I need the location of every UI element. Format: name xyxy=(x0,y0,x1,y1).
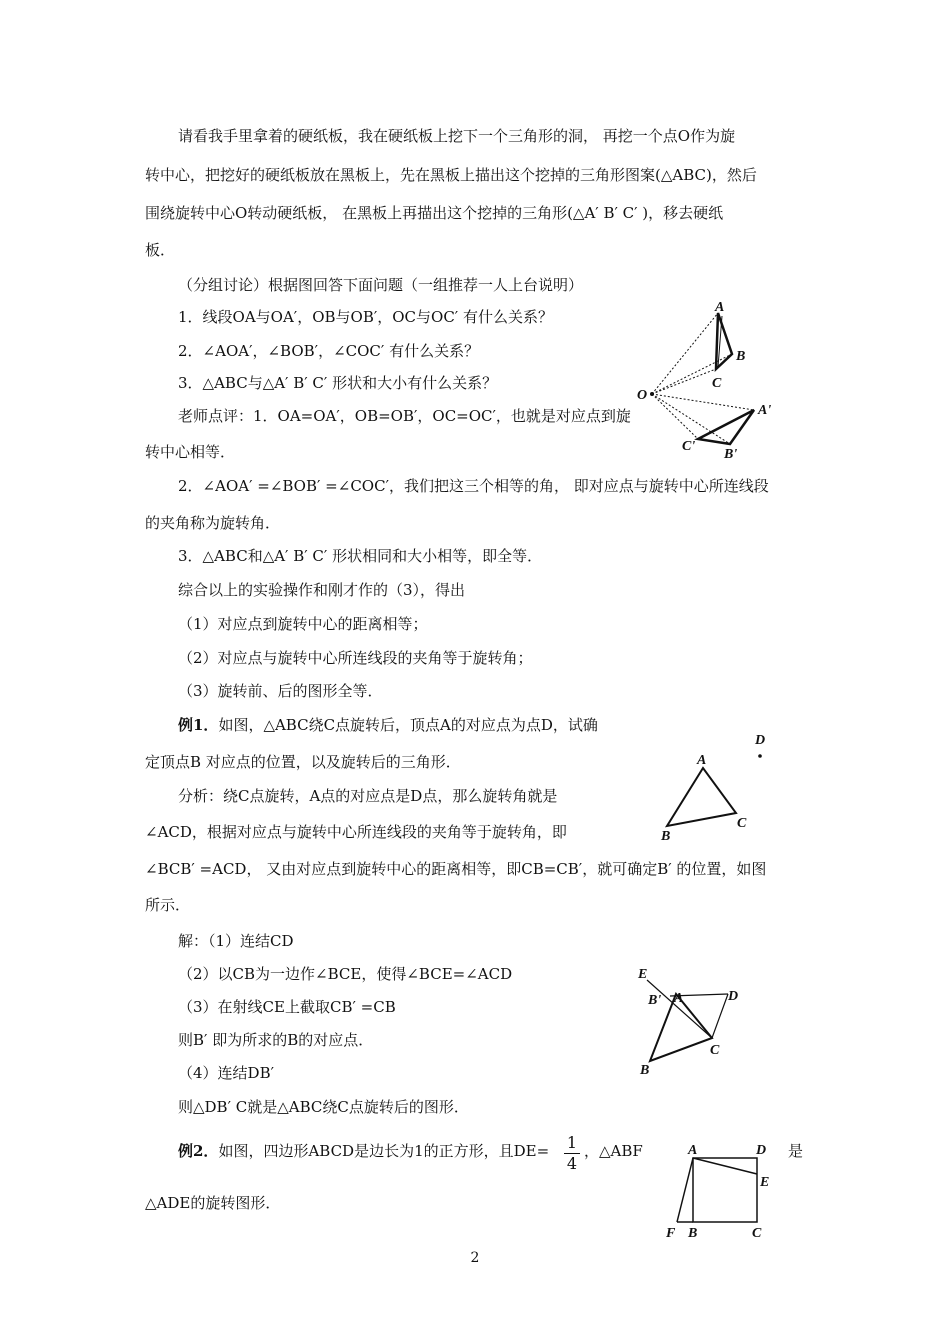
text-line: 请看我手里拿着的硬纸板，我在硬纸板上挖下一个三角形的洞， 再挖一个点O作为旋 xyxy=(178,127,736,145)
fraction-denominator: 4 xyxy=(566,1154,578,1173)
text-line: （2）以CB为一边作∠BCE，使得∠BCE=∠ACD xyxy=(178,965,513,983)
text-line: △ADE的旋转图形． xyxy=(145,1194,281,1212)
text-line: 围绕旋转中心O转动硬纸板， 在黑板上再描出这个挖掉的三角形(△A′ B′ C′ )，移去硬纸 xyxy=(145,204,724,222)
text-line: （3）旋转前、后的图形全等． xyxy=(178,682,383,700)
segment-cd xyxy=(712,994,728,1038)
segment-oc xyxy=(652,369,716,394)
point-d xyxy=(758,754,762,758)
segment-ob-prime xyxy=(652,394,730,444)
triangle-a1b1c1 xyxy=(698,410,754,444)
text-line: 3．△ABC和△A′ B′ C′ 形状相同和大小相等，即全等． xyxy=(178,547,543,565)
text-line: 综合以上的实验操作和刚才作的（3），得出 xyxy=(178,581,466,599)
text-line: ，△ABF xyxy=(584,1142,643,1160)
label: A' xyxy=(758,403,772,418)
label: O xyxy=(637,388,648,403)
text-line: 转中心相等． xyxy=(145,443,236,461)
text-line: （2）对应点与旋转中心所连线段的夹角等于旋转角； xyxy=(178,649,533,667)
label: C xyxy=(737,816,747,831)
square-abcd xyxy=(693,1158,757,1222)
rotation-figure-2 xyxy=(655,728,775,843)
text-line: （1）对应点到旋转中心的距离相等； xyxy=(178,615,428,633)
segment-af xyxy=(677,1158,693,1222)
ray-ce xyxy=(647,980,712,1038)
rotation-figure-3 xyxy=(632,962,762,1082)
label: A xyxy=(674,991,684,1006)
label: E xyxy=(760,1175,770,1190)
label: B' xyxy=(648,993,662,1008)
point-o xyxy=(650,392,654,396)
text-line: ∠BCB′ =ACD， 又由对应点到旋转中心的距离相等，即CB=CB′，就可确定B′ 的位置，如图 xyxy=(145,860,767,878)
text-line: 老师点评：1．OA=OA′，OB=OB′，OC=OC′，也就是对应点到旋 xyxy=(178,407,631,425)
text-line: 解：（1）连结CD xyxy=(178,932,294,950)
example2-line xyxy=(178,1141,549,1161)
example2-label: 例2． xyxy=(178,1142,219,1160)
text-line: 的夹角称为旋转角． xyxy=(145,514,281,532)
example1-label: 例1． xyxy=(178,716,219,734)
text-line: （分组讨论）根据图回答下面问题（一组推荐一人上台说明） xyxy=(178,276,584,294)
triangle-abc xyxy=(667,768,736,826)
segment-ae xyxy=(693,1158,757,1174)
text-line: 则△DB′ C就是△ABC绕C点旋转后的图形． xyxy=(178,1098,469,1116)
square-figure xyxy=(660,1138,780,1244)
text-line: 所示． xyxy=(145,896,191,914)
label: C xyxy=(752,1226,762,1241)
text-line: （3）在射线CE上截取CB′ =CB xyxy=(178,998,396,1016)
text-line: 1．线段OA与OA′，OB与OB′，OC与OC′ 有什么关系？ xyxy=(178,308,553,326)
text-line: 3．△ABC与△A′ B′ C′ 形状和大小有什么关系？ xyxy=(178,374,498,392)
label: E xyxy=(638,967,648,982)
label: C xyxy=(710,1043,720,1058)
text-line: 板． xyxy=(145,241,176,259)
label: A xyxy=(688,1143,698,1158)
text-line: 如图，△ABC绕C点旋转后，顶点A的对应点为点D，试确 xyxy=(218,716,598,734)
label: D xyxy=(755,733,766,748)
label: A xyxy=(715,300,725,315)
text-line: 是 xyxy=(788,1142,804,1160)
text-line: 定顶点B 对应点的位置，以及旋转后的三角形． xyxy=(145,753,461,771)
label: C' xyxy=(682,439,696,454)
segment-oa-prime xyxy=(652,394,754,410)
text-line: 则B′ 即为所求的B的对应点． xyxy=(178,1031,374,1049)
text-line: （4）连结DB′ xyxy=(178,1064,274,1082)
example1-line xyxy=(178,715,598,735)
rotation-figure-1 xyxy=(630,298,780,463)
label: B xyxy=(688,1226,698,1241)
text-line: 如图，四边形ABCD是边长为1的正方形，且DE= xyxy=(218,1142,550,1160)
label: B xyxy=(661,829,671,843)
text-line: 转中心，把挖好的硬纸板放在黑板上，先在黑板上描出这个挖掉的三角形图案(△ABC)，然后 xyxy=(145,166,757,184)
label: A xyxy=(697,753,707,768)
label: D xyxy=(728,989,739,1004)
text-line: 2．∠AOA′，∠BOB′，∠COC′ 有什么关系？ xyxy=(178,342,480,360)
label: F xyxy=(666,1226,676,1241)
text-line: ∠ACD，根据对应点与旋转中心所连线段的夹角等于旋转角，即 xyxy=(145,823,567,841)
text-line: 2．∠AOA′ =∠BOB′ =∠COC′，我们把这三个相等的角， 即对应点与旋转中心所连线段 xyxy=(178,477,769,495)
label: B' xyxy=(724,447,738,462)
segment-oa xyxy=(652,313,718,394)
fraction-numerator: 1 xyxy=(566,1133,578,1152)
label: C xyxy=(712,376,722,391)
page-number: 2 xyxy=(470,1250,480,1266)
segment-oc-prime xyxy=(652,394,698,439)
text-line: 分析：绕C点旋转，A点的对应点是D点，那么旋转角就是 xyxy=(178,787,558,805)
fraction-one-quarter xyxy=(564,1134,580,1173)
label: D xyxy=(756,1143,767,1158)
label: B xyxy=(640,1063,650,1078)
label: B xyxy=(736,349,746,364)
